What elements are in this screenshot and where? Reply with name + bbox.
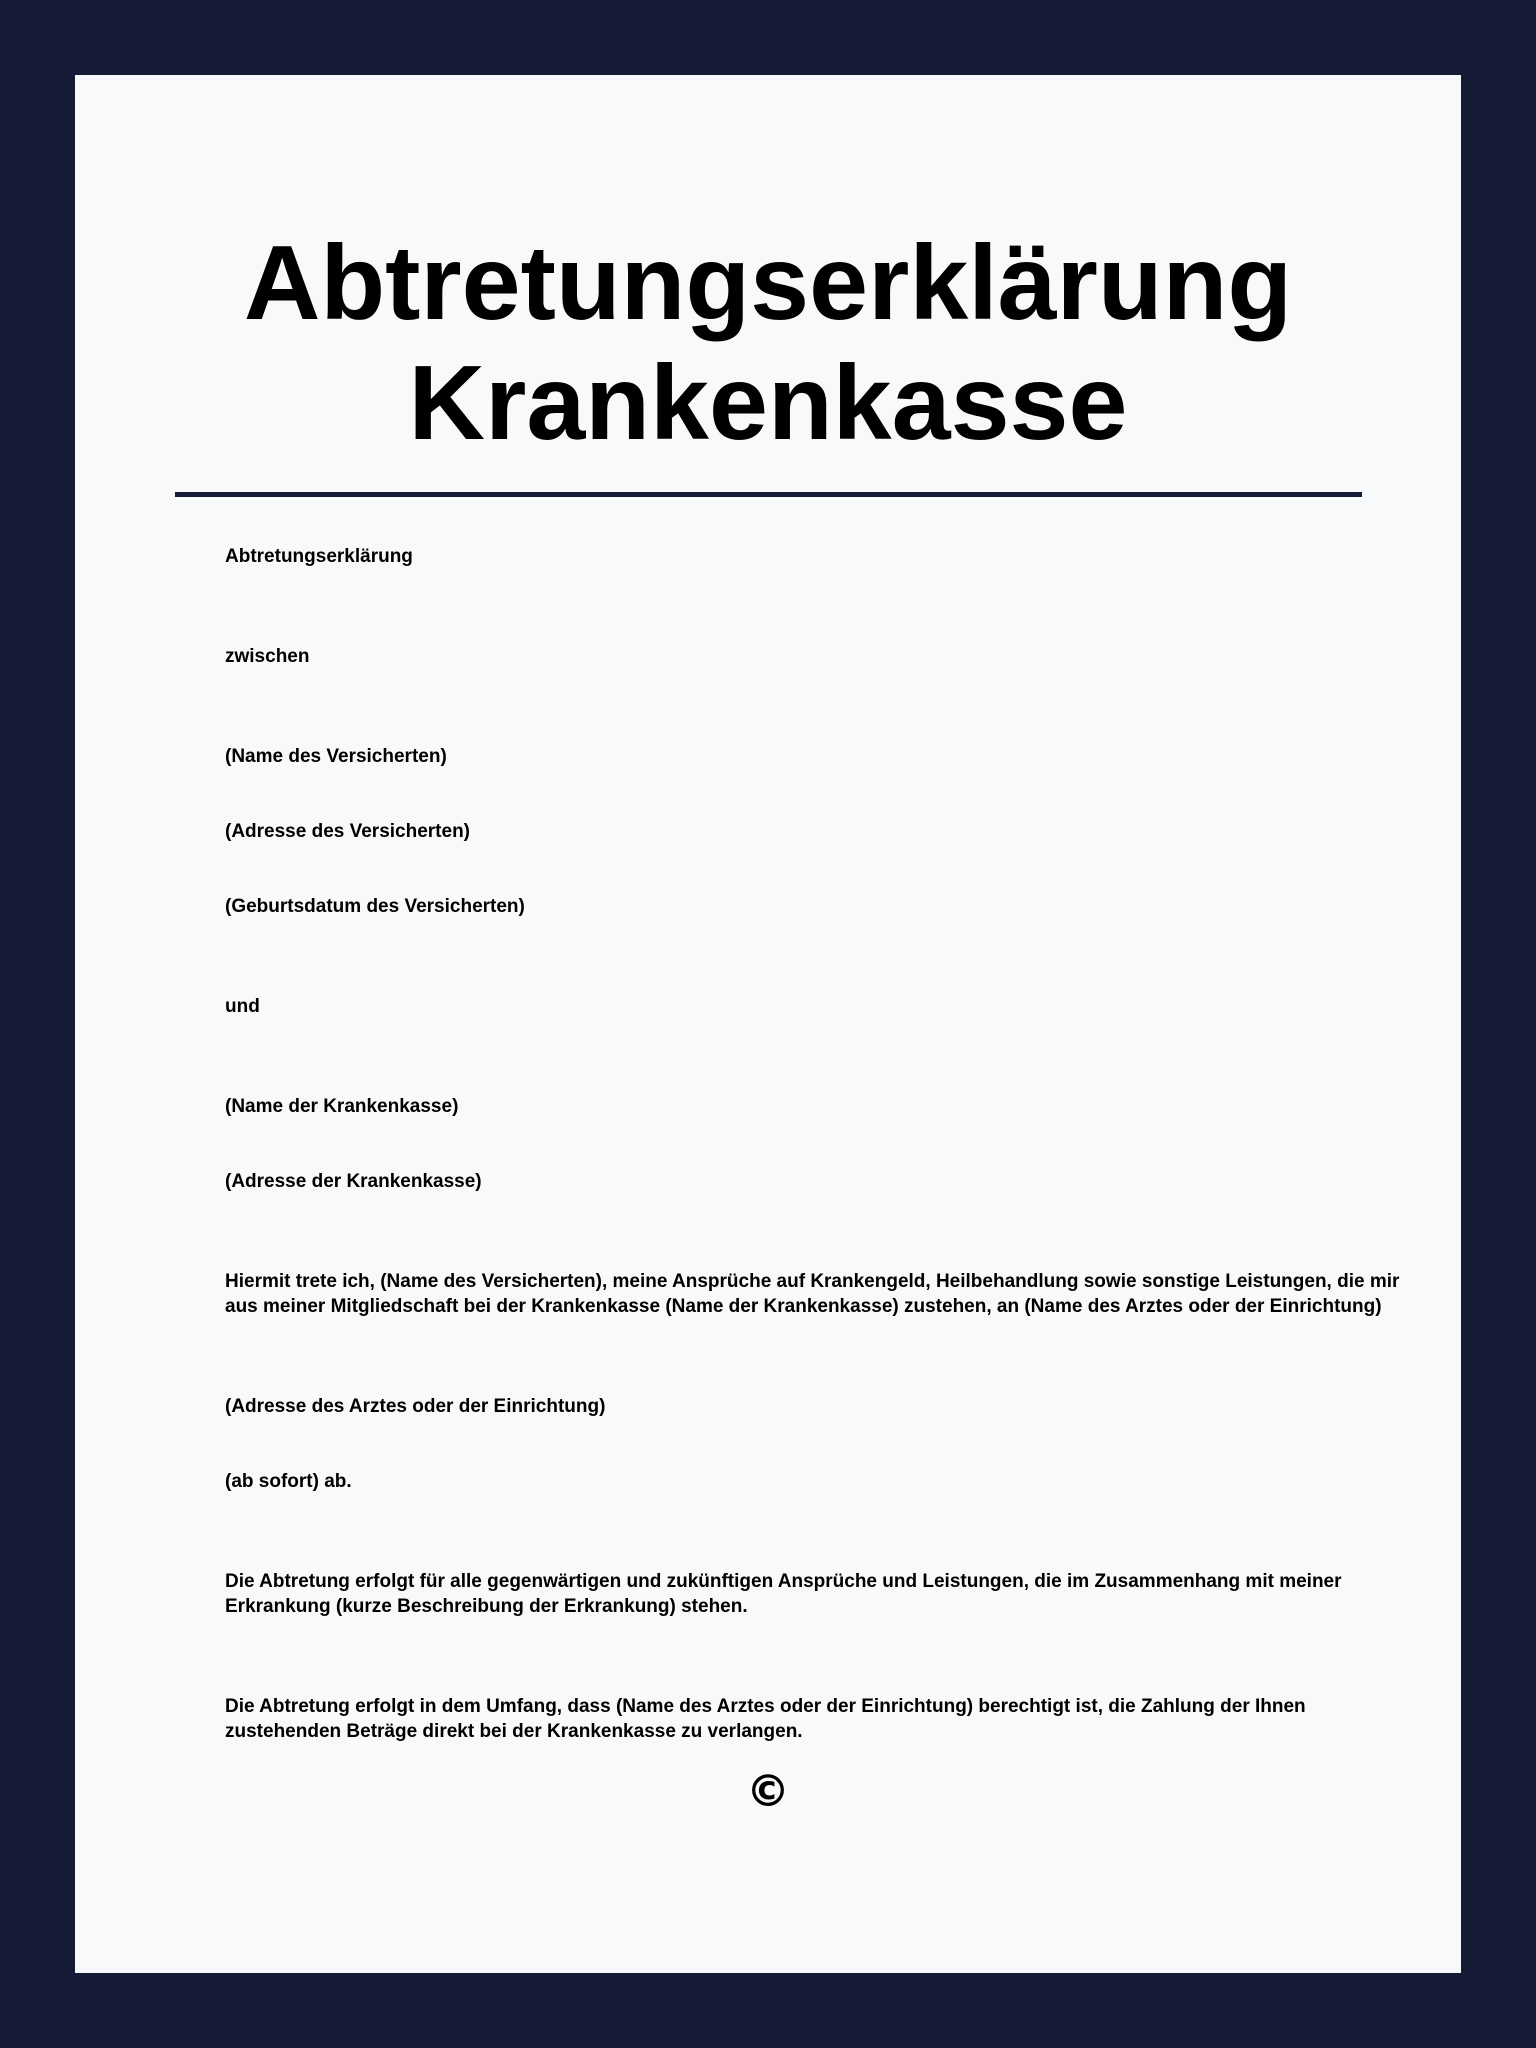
paragraph-scope-payment: Die Abtretung erfolgt in dem Umfang, dass (Name des Arztes oder der Einrichtung) berechtigt ist, die Zahlung der Ihnen zustehenden Beträge direkt bei der Krankenkasse zu verlangen. <box>225 1696 1306 1742</box>
document-title <box>75 223 1461 463</box>
copyright-icon: © <box>746 1766 790 1817</box>
paragraph-insured-birthdate: (Geburtsdatum des Versicherten) <box>225 896 525 917</box>
document-page <box>75 75 1461 1973</box>
paragraph-insured-name: (Name des Versicherten) <box>225 746 447 767</box>
paragraph-zwischen: zwischen <box>225 646 310 667</box>
paragraph-effective: (ab sofort) ab. <box>225 1471 352 1492</box>
title-line-2: Krankenkasse <box>408 344 1128 462</box>
paragraph-doctor-address: (Adresse des Arztes oder der Einrichtung) <box>225 1396 606 1417</box>
paragraph-und: und <box>225 996 260 1017</box>
paragraph-scope-claims: Die Abtretung erfolgt für alle gegenwärtigen und zukünftigen Ansprüche und Leistungen, die im Zusammenhang mit meiner Erkrankung (kurze Beschreibung der Erkrankung) stehen. <box>225 1571 1342 1617</box>
paragraph-assignment: Hiermit trete ich, (Name des Versicherten), meine Ansprüche auf Krankengeld, Heilbehandlung sowie sonstige Leistungen, die mir aus meiner Mitgliedschaft bei der Krankenkasse (Name der Krankenkasse) zustehen, an (Name des Arztes oder der Einrichtung) <box>225 1271 1400 1317</box>
paragraph-insurer-name: (Name der Krankenkasse) <box>225 1096 459 1117</box>
paragraph-insured-address: (Adresse des Versicherten) <box>225 821 471 842</box>
paragraph-insurer-address: (Adresse der Krankenkasse) <box>225 1171 482 1192</box>
title-line-1: Abtretungserklärung <box>243 224 1293 342</box>
paragraph-heading: Abtretungserklärung <box>225 546 413 567</box>
title-divider <box>175 492 1362 497</box>
